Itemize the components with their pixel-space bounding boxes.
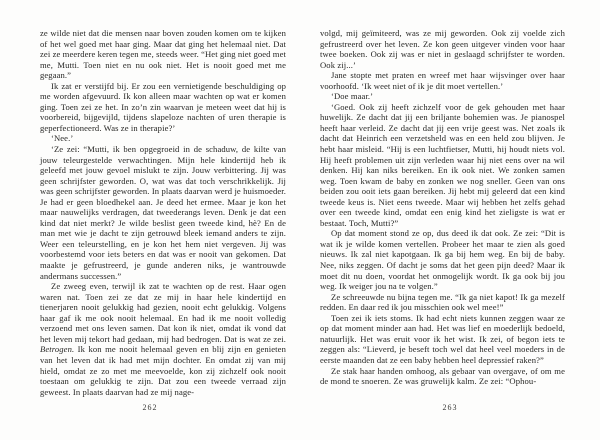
left-page-number: 262 — [142, 403, 158, 412]
paragraph — [40, 144, 286, 281]
text-run: Ze stak haar handen omhoog, als gebaar van overgave, of om me de mond te snoeren. Ze was gruwelijk kalm. Ze zei: “Ophou- — [320, 365, 565, 387]
text-run: Jane stopte met praten en wreef met haar wijsvinger over haar voorhoofd. ‘Ik weet niet of ik je dit moet vertellen.’ — [320, 70, 565, 91]
right-page — [300, 0, 600, 440]
text-run: ‘Goed. Ook zij heeft zichzelf voor de gek gehouden met haar huwelijk. Ze dacht dat jij een briljante bohemien was. Je pianospel heeft haar verleid. Ze dacht dat jij een vrije geest was. Net zoals ik dacht dat Heinrich een verzetsheld was en een held zou blijven. Je hebt haar misleid. “Hij is een luchtfietser, Mutti, hij houdt niets vol. Hij heeft problemen uit zijn verleden waar hij niet eens over na wil denken. Hij kan niks bereiken. En ik ook niet. We zonken samen weg. Toen kwam de baby en zonken we nog sneller. Geen van ons beiden zou ooit iets gaan bereiken. Jij hebt mij geleerd dat een kind tweede keus is. Niet eens tweede. Maar wij hebben het zelfs gehad over een tweede kind, omdat een enig kind het zieligste is wat er bestaat. Toch, Mutti?” — [320, 101, 565, 228]
text-run: Ze schreeuwde nu bijna tegen me. “Ik ga niet kapot! Ik ga mezelf redden. En daar red ik jou misschien ook wel mee!” — [320, 291, 565, 313]
text-run: ze wilde niet dat die mensen naar boven zouden komen om te kijken of het wel goed met haar ging. Maar dat ging het helemaal niet. Dat zei ze meerdere keren tegen me, steeds weer. “Het ging niet goed met me, Mutti. Toen niet en nu ook niet. Het is nooit goed met me gegaan.” — [40, 28, 286, 81]
text-run: Toen zei ik iets stoms. Ik had echt niets kunnen zeggen waar ze op dat moment minder aan had. Het was lief en moederlijk bedoeld, natuurlijk. Het was eruit voor ik het wist. Ik zei, of begon iets te zeggen als: “Lieverd, je beseft toch wel dat heel veel moeders in de eerste maanden dat ze een baby hebben heel depressief raken?” — [320, 312, 565, 365]
text-run: volgd, mij geïmiteerd, was ze mij geworden. Ook zij voelde zich gefrustreerd over het leven. Ze kon geen uitgever vinden voor haar twee boeken. Ook zij was er niet in geslaagd schrijfster te worden. Ook zij...’ — [320, 28, 565, 70]
paragraph — [320, 70, 565, 91]
left-page-text — [40, 28, 286, 397]
text-run: Ik kon me nooit helemaal geven en blij zijn en genieten van het leven dat ik had met mijn dochter. En omdat zij van mij hield, omdat ze zo met me meevoelde, kon zij zichzelf ook nooit toestaan om gelukkig te zijn. Dat zou een tweede verraad zijn geweest. In plaats daarvan had ze mij nage- — [40, 344, 286, 397]
paragraph — [320, 28, 565, 70]
paragraph — [40, 81, 286, 134]
paragraph — [40, 133, 286, 144]
paragraph — [40, 28, 286, 81]
text-run: ‘Doe maar.’ — [331, 91, 374, 102]
paragraph — [320, 91, 565, 102]
text-run: ‘Ze zei: “Mutti, ik ben opgegroeid in de schaduw, de kilte van jouw teleurgestelde verwachtingen. Mijn hele kindertijd heb ik geleefd met jouw gevoel mislukt te zijn. Jouw verbittering. Jij was geen schrijfster geworden. O, wat was dat toch verschrikkelijk. Jij was geen schrijfster geworden. In plaats daarvan werd je huismoeder. Je had er geen bloedhekel aan. Je deed het ermee. Maar je kon het maar nauwelijks verdragen, dat tweederangs leven. Denk je dat een kind dat niet merkt? Je wilde beslist geen tweede kind, hè? En de man met wie je dacht te zijn getrouwd bleek iemand anders te zijn. Weer een teleurstelling, en je kon het hem niet vergeven. Jij was voorbestemd voor iets beters en dat was er nooit van gekomen. Dat maakte je gefrustreerd, je gunde anderen niks, je wantrouwde andermans successen.” — [40, 144, 286, 281]
paragraph — [320, 228, 565, 291]
italic-text-run: Betrogen. — [40, 344, 75, 355]
paragraph — [40, 281, 286, 397]
text-run: Ik zat er verstijfd bij. Er zou een vernietigende beschuldiging op me worden afgevuurd. Ik kon alleen maar wachten op wat er komen ging. Toen zei ze het. In zo’n zin waarvan je meteen weet dat hij is voorbereid, bijgevijld, tijdens slapeloze nachten of uren therapie is geperfectioneerd. Was ze in therapie?’ — [40, 80, 286, 133]
text-run: ‘Nee.’ — [51, 133, 74, 144]
paragraph — [320, 313, 565, 366]
paragraph — [320, 366, 565, 387]
paragraph — [320, 292, 565, 313]
right-page-number: 263 — [442, 403, 458, 412]
paragraph — [320, 102, 565, 229]
text-run: Op dat moment stond ze op, dus deed ik dat ook. Ze zei: “Dit is wat ik je wilde komen vertellen. Probeer het maar te zien als goed nieuws. Ik zal niet kapotgaan. Ik ga bij hem weg. En bij de baby. Nee, niks zeggen. Of dacht je soms dat het geen pijn deed? Maar ik moet dit nu doen, voordat het onmogelijk wordt. Ik ga ook bij jou weg. Ik weiger jou na te volgen.” — [320, 228, 565, 292]
right-page-text — [320, 28, 565, 387]
text-run: Ze zweeg even, terwijl ik zat te wachten op de rest. Haar ogen waren nat. Toen zei ze dat ze mij in haar hele kindertijd en tienerjaren nooit gelukkig had gezien, nooit echt gelukkig. Volgens haar gaf ik me ook nooit helemaal. En had ik me nooit volledig verzoend met ons leven samen. Dat kon ik niet, omdat ik vond dat het leven mij tekort had gedaan, mij had bedrogen. Dat is wat ze zei. — [40, 281, 286, 344]
